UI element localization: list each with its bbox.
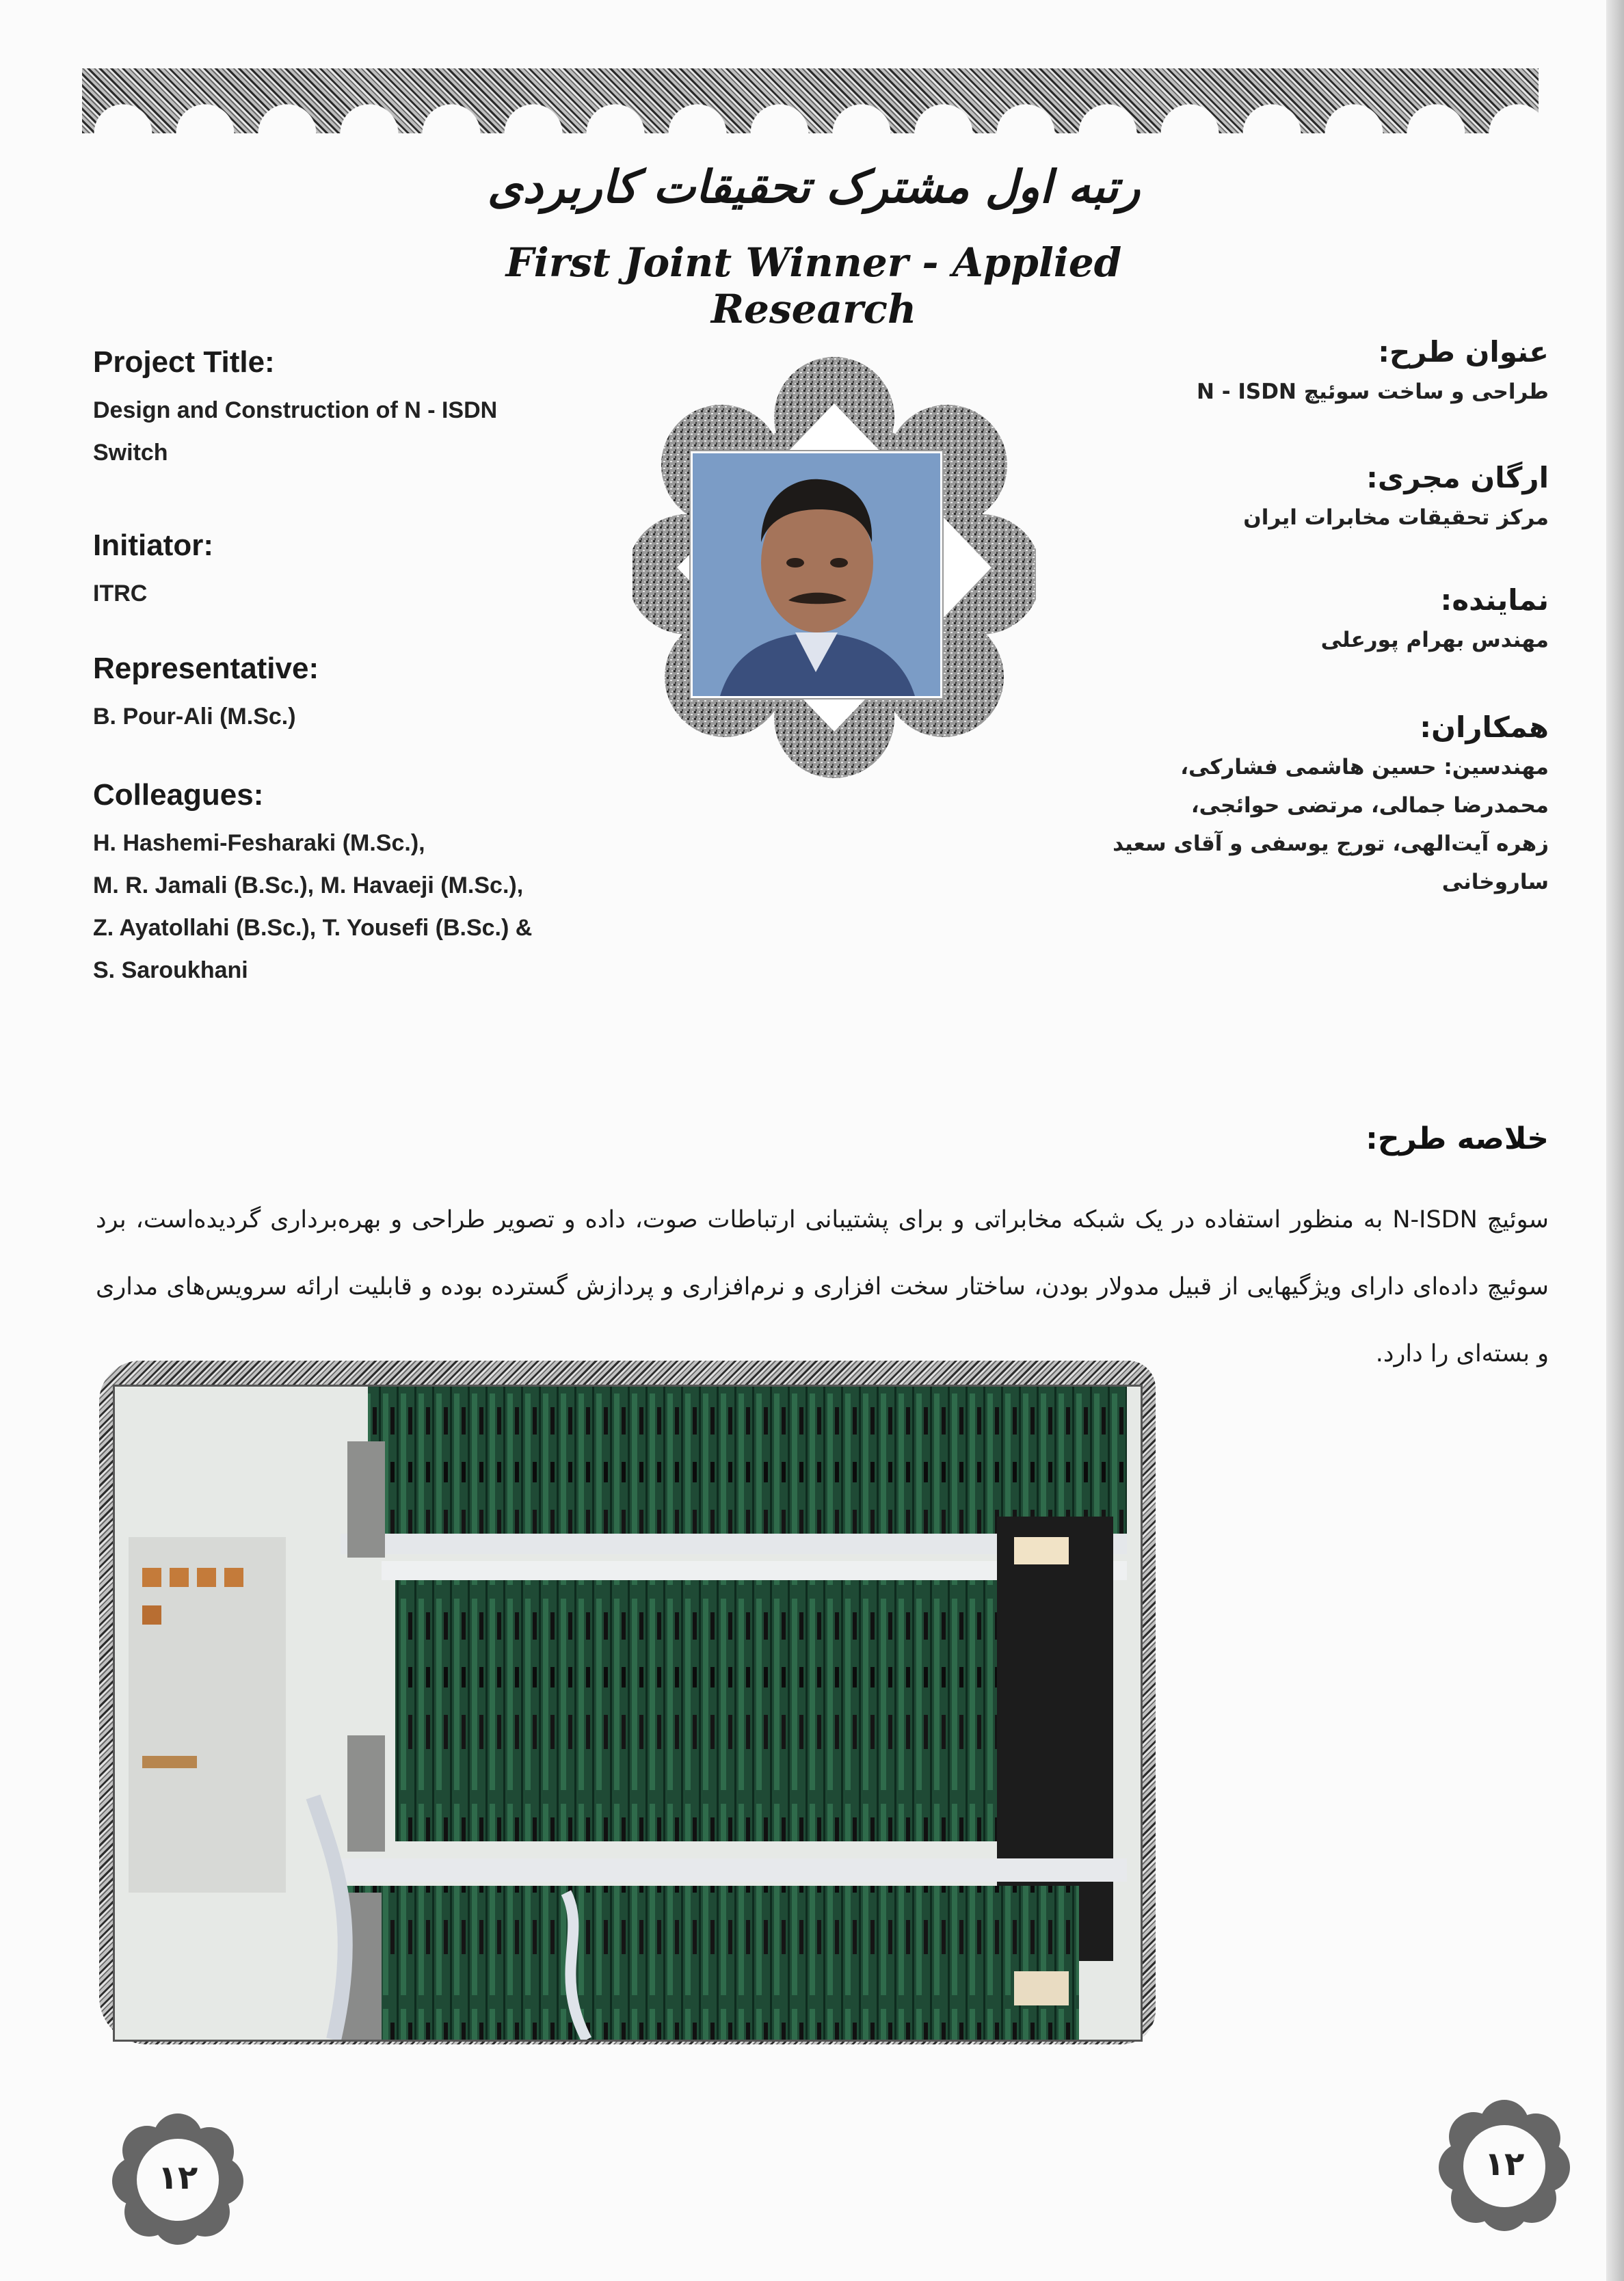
initiator-label: Initiator: — [93, 529, 213, 562]
page-binding-edge — [1606, 0, 1624, 2281]
colleagues-section — [93, 778, 626, 991]
project-title-label: Project Title: — [93, 345, 275, 379]
page-number-right: ۱۲ — [1484, 2145, 1525, 2183]
page-number-left: ۱۲ — [157, 2159, 198, 2197]
initiator-section — [93, 529, 626, 631]
colleagues-section-fa — [1029, 707, 1549, 901]
colleague-line-fa: مهندسین: حسین هاشمی فشارکی، — [1180, 755, 1549, 779]
representative-portrait — [691, 451, 942, 698]
colleague-line: S. Saroukhani — [93, 957, 248, 983]
summary-text: سوئیچ N-ISDN به منظور استفاده در یک شبکه مخابراتی و برای پشتیبانی ارتباطات صوت، داده و تصویر طراحی و بهره‌برداری گردیده‌است، برد سوئیچ داده‌ای دارای ویژگیهایی از قبیل مدولار بودن، ساختار سخت افزاری و نرم‌افزاری و پردازش گسترده بوده و قابلیت ارائه سرویس‌های مداری و بسته‌ای را دارد. — [96, 1206, 1549, 1368]
switch-equipment-photo — [113, 1385, 1143, 2042]
representative-section-fa — [1029, 580, 1549, 697]
english-details — [93, 345, 626, 1012]
persian-details — [1029, 332, 1549, 911]
award-title-english: First Joint Winner - Applied Research — [505, 239, 1122, 332]
colleague-line-fa: زهره آیت‌الهی، تورج یوسفی و آقای سعید ساروخانی — [1113, 831, 1549, 894]
project-title-section — [93, 345, 626, 508]
project-title-line: Design and Construction of N - ISDN — [93, 397, 498, 423]
representative-value-fa: مهندس بهرام پورعلی — [1320, 628, 1549, 652]
initiator-value-fa: مرکز تحقیقات مخابرات ایران — [1243, 505, 1549, 530]
project-title-label-fa: عنوان طرح: — [1378, 335, 1549, 369]
summary-label: خلاصه طرح: — [1366, 1121, 1549, 1156]
colleagues-label: Colleagues: — [93, 778, 264, 812]
representative-value: B. Pour-Ali (M.Sc.) — [93, 704, 296, 730]
representative-label: Representative: — [93, 652, 319, 685]
colleagues-label-fa: همکاران: — [1420, 710, 1549, 744]
award-title-persian: رتبه اول مشترک تحقیقات کاربردی — [487, 161, 1141, 213]
colleague-line-fa: محمدرضا جمالی، مرتضی حوائجی، — [1190, 793, 1549, 818]
representative-label-fa: نماینده: — [1440, 583, 1549, 617]
initiator-value: ITRC — [93, 581, 148, 606]
decorative-top-border — [82, 68, 1539, 133]
colleague-line: H. Hashemi-Fesharaki (M.Sc.), — [93, 830, 425, 856]
representative-section — [93, 652, 626, 758]
colleague-line: M. R. Jamali (B.Sc.), M. Havaeji (M.Sc.), — [93, 872, 524, 898]
initiator-label-fa: ارگان مجری: — [1366, 461, 1549, 494]
project-title-section-fa — [1029, 332, 1549, 448]
project-title-line: Switch — [93, 440, 168, 466]
colleague-line: Z. Ayatollahi (B.Sc.), T. Yousefi (B.Sc.) & — [93, 915, 533, 941]
project-title-value-fa: طراحی و ساخت سوئیچ N - ISDN — [1196, 379, 1549, 404]
initiator-section-fa — [1029, 457, 1549, 570]
